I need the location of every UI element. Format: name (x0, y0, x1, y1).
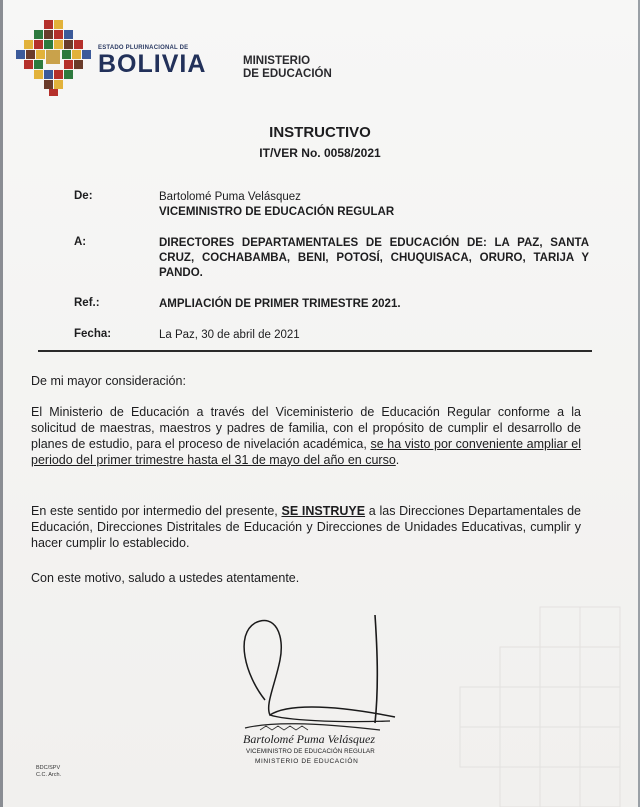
paragraph-2 (31, 503, 581, 551)
paragraph-1 (31, 404, 581, 468)
page-edge-left (0, 0, 3, 807)
ministry-line-2: DE EDUCACIÓN (243, 68, 332, 80)
country-name: BOLIVIA (98, 50, 207, 78)
coat-of-arms-logo (14, 18, 94, 98)
signature-ministry: MINISTERIO DE EDUCACIÓN (255, 758, 359, 765)
greeting: De mi mayor consideración: (31, 374, 186, 388)
closing: Con este motivo, saludo a ustedes atentamente. (31, 571, 300, 585)
from-block (159, 190, 589, 220)
date-text: La Paz, 30 de abril de 2021 (159, 329, 300, 341)
to-label: A: (74, 236, 87, 248)
ministry-name (243, 55, 332, 81)
document-code: IT/VER No. 0058/2021 (259, 146, 381, 160)
paragraph-2-emphasis: SE INSTRUYE (281, 504, 366, 518)
paragraph-1-start: El Ministerio de Educación a través del Viceministerio de Educación Regular conforme a la solicitud de maestras, maestros y padres de familia, con el propósito de cumplir el desarrollo de planes de estudio, para el proceso de nivelación académica, (31, 405, 581, 451)
signature-name: Bartolomé Puma Velásquez (243, 732, 375, 746)
paragraph-1-underlined: se ha visto por conveniente ampliar el periodo del primer trimestre hasta el 31 de mayo del año en curso (31, 437, 581, 467)
ref-text: AMPLIACIÓN DE PRIMER TRIMESTRE 2021. (159, 298, 401, 310)
from-name: Bartolomé Puma Velásquez (159, 191, 301, 203)
paragraph-1-end: . (395, 453, 400, 467)
header-divider (38, 350, 592, 352)
date-label: Fecha: (74, 328, 112, 340)
brand-block (98, 45, 206, 76)
watermark-pattern (420, 577, 640, 807)
paragraph-2-start: En este sentido por intermedio del presente, (31, 504, 282, 518)
paragraph-2-end: a las Direcciones Departamentales de Educación, Direcciones Distritales de Educación y Direcciones de Unidades Educativas, cumplir y hacer cumplir lo establecido. (31, 504, 581, 550)
footer-line-1: BDC/SPV (36, 765, 61, 771)
state-label: ESTADO PLURINACIONAL DE (98, 45, 189, 51)
signature-role: VICEMINISTRO DE EDUCACIÓN REGULAR (246, 748, 375, 755)
ministry-line-1: MINISTERIO (243, 55, 311, 67)
footer-line-2: C.C. Arch. (36, 772, 62, 778)
to-text: DIRECTORES DEPARTAMENTALES DE EDUCACIÓN DE: LA PAZ, SANTA CRUZ, COCHABAMBA, BENI, POTOSÍ, CHUQUISACA, ORURO, TARIJA Y PANDO. (159, 237, 589, 279)
from-role: VICEMINISTRO DE EDUCACIÓN REGULAR (159, 206, 395, 218)
handwritten-signature (225, 605, 415, 730)
ref-label: Ref.: (74, 297, 100, 309)
from-label: De: (74, 190, 93, 202)
footer-references (36, 765, 61, 779)
document-title: INSTRUCTIVO (269, 124, 371, 141)
